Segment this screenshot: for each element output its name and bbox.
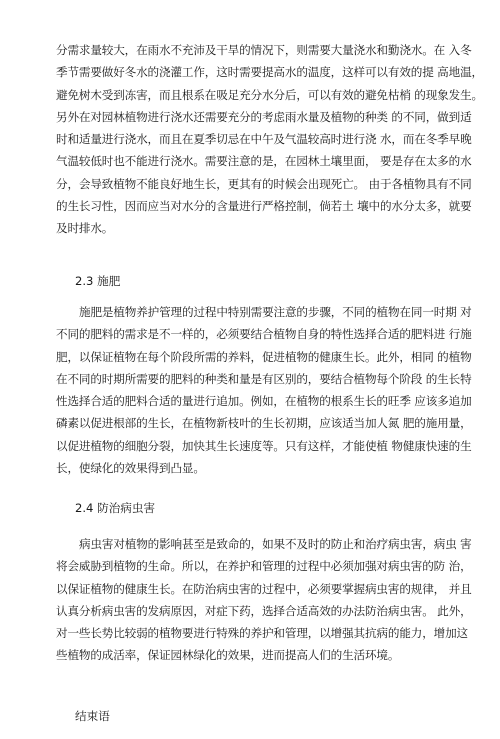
- text-line: 以保证植物的健康生长。在防治病虫害的过程中，必须要掌握病虫害的规律， 并且: [56, 581, 472, 596]
- text-line: 及时排水。: [56, 221, 114, 236]
- section-heading-pest-control: 2.4 防治病虫害: [75, 501, 156, 515]
- text-line: 长，使绿化的效果得到凸显。: [56, 461, 205, 476]
- text-line: 另外在对园林植物进行浇水还需要充分的考虑雨水量及植物的种类 的不同，做到适: [56, 109, 472, 124]
- text-line: 避免树木受到冻害，而且根系在吸足充分水分后，可以有效的避免枯梢 的现象发生。: [56, 87, 483, 102]
- text-line: 的生长习性，因而应当对水分的含量进行严格控制，倘若土 壤中的水分太多，就要: [56, 199, 472, 214]
- text-line: 季节需要做好冬水的浇灌工作，这时需要提高水的温度，这样可以有效的提 高地温，: [56, 65, 483, 80]
- text-line: 分需求量较大，在雨水不充沛及干旱的情况下，则需要大量浇水和勤浇水。在 入冬: [56, 43, 472, 57]
- text-line: 病虫害对植物的影响甚至是致命的，如果不及时的防止和治疗病虫害，病虫 害: [79, 537, 472, 551]
- text-line: 在不同的时期所需要的肥料的种类和量是有区别的，要结合植物每个阶段 的生长特: [56, 371, 472, 386]
- section-heading-fertilizing: 2.3 施肥: [75, 274, 121, 288]
- text-line: 肥，以保证植物在每个阶段所需的养料，促进植物的健康生长。此外，相同 的植物: [56, 349, 472, 364]
- text-line: 不同的肥料的需求是不一样的，必须要结合植物自身的特性选择合适的肥料进 行施: [56, 327, 472, 342]
- text-line: 分，会导致植物不能良好地生长，更其有的时候会出现死亡。 由于各植物具有不同: [56, 176, 472, 191]
- section-heading-conclusion: 结束语: [75, 709, 110, 723]
- paragraph-watering: [56, 39, 483, 240]
- paragraph-fertilizing: [56, 301, 472, 479]
- text-line: 以促进植物的细胞分裂，加快其生长速度等。只有这样，才能使植 物健康快速的生: [56, 438, 472, 453]
- text-line: 对一些长势比较弱的植物要进行特殊的养护和管理，以增强其抗病的能力，增加这: [56, 626, 468, 641]
- text-line: 磷素以促进根部的生长，在植物新枝叶的生长初期，应该适当加人氮 肥的施用量，: [56, 416, 472, 431]
- text-line: 将会威胁到植物的生命。所以，在养护和管理的过程中必须加强对病虫害的防 治，: [56, 559, 472, 574]
- text-line: 性选择合适的肥料合适的量进行追加。例如，在植物的根系生长的旺季 应该多追加: [56, 394, 472, 409]
- text-line: 时和适量进行浇水，而且在夏季切忌在中午及气温较高时进行浇 水，而在冬季早晚: [56, 132, 472, 147]
- text-line: 气温较低时也不能进行浇水。需要注意的是，在园林土壤里面， 要是存在太多的水: [56, 154, 472, 169]
- text-line: 施肥是植物养护管理的过程中特别需要注意的步骤，不同的植物在同一时期 对: [79, 305, 472, 319]
- text-line: 认真分析病虫害的发病原因，对症下药，选择合适高效的办法防治病虫害。 此外，: [56, 603, 472, 618]
- text-line: 些植物的成活率，保证园林绿化的效果，进而提高人们的生活环境。: [56, 648, 400, 663]
- paragraph-pest-control: [56, 533, 472, 667]
